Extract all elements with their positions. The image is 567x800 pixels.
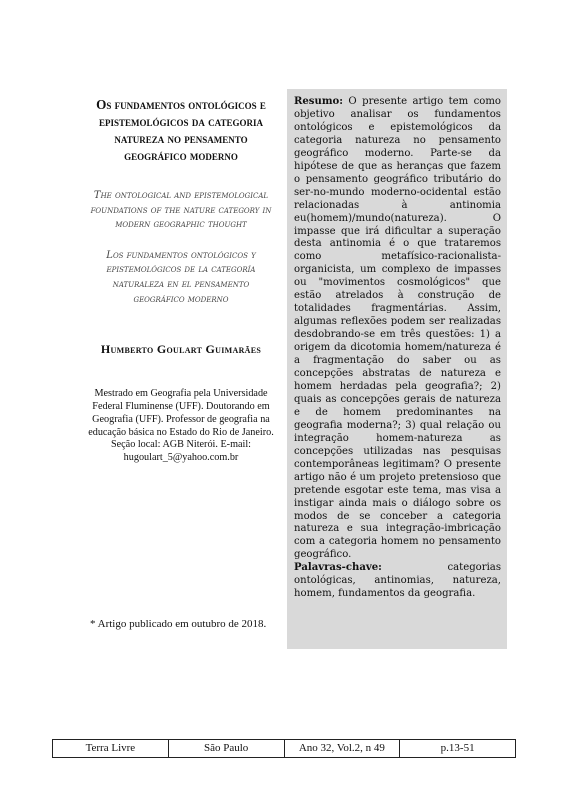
- author-name: Humberto Goulart Guimarães: [100, 342, 262, 357]
- footer-volume: Ano 32, Vol.2, n 49: [285, 740, 401, 757]
- abstract-label: Resumo:: [294, 96, 343, 107]
- title-block: [88, 96, 274, 465]
- keywords-label: Palavras-chave:: [294, 562, 382, 574]
- title-spanish: Los fundamentos ontológicos y epistemológicos de la categoría naturaleza en el pensamento geográfico moderno: [106, 249, 256, 305]
- footer-pages: p.13-51: [440, 742, 475, 754]
- title-english: The ontological and epistemological foundations of the nature category in modern geographic thought: [90, 190, 272, 231]
- keywords-list: categorias ontológicas, antinomias, natureza, homem, fundamentos da geografia.: [294, 562, 501, 600]
- abstract-body: O presente artigo tem como objetivo analisar os fundamentos ontológicos e epistemológicos da categoria natureza no pensamento geográfico moderno. Parte-se da hipótese de que as heranças que fazem o pensamento geográfico tributário do ser-no-mundo moderno-ocidental estão relacionadas à antinomia eu(homem)/mundo(natureza). O impasse que irá dificultar a superação desta antinomia é o que trataremos como metafísico-racionalista-organicista, um complexo de impasses ou "movimentos cosmológicos" que estão atrelados à construção de totalidades fragmentárias. Assim, algumas reflexões podem ser realizadas desdobrando-se em três questões: 1) a origem da dicotomia homem/natureza é a fragmentação do saber ou as concepções abstratas de natureza e homem herdadas pela geografia?; 2) quais as concepções gerais de natureza e de homem predominantes na geografia moderna?; 3) qual relação ou integração homem-natureza as concepções utilizadas nas pesquisas contemporâneas legitimam? O presente artigo não é um projeto pretensioso que pretende esgotar este tema, mas visa a instigar ainda mais o diálogo sobre os modos de se conceber a categoria natureza e sua integração-imbricação com a categoria homem no pensamento geográfico.: [294, 96, 501, 561]
- footer-city: São Paulo: [169, 740, 285, 757]
- author-affiliation: Mestrado em Geografia pela Universidade Federal Fluminense (UFF). Doutorando em Geografia (UFF). Professor de geografia na educação básica no Estado do Rio de Janeiro. Seção local: AGB Niterói. E-mail: hugoulart_5@yahoo.com.br: [88, 388, 274, 464]
- footer-journal: Terra Livre: [53, 740, 169, 757]
- publication-note: * Artigo publicado em outubro de 2018.: [90, 618, 267, 630]
- title-portuguese: Os fundamentos ontológicos e epistemológicos da categoria natureza no pensamento geográfico moderno: [96, 97, 266, 163]
- page-footer: [52, 739, 516, 758]
- abstract-text-block: [294, 96, 501, 601]
